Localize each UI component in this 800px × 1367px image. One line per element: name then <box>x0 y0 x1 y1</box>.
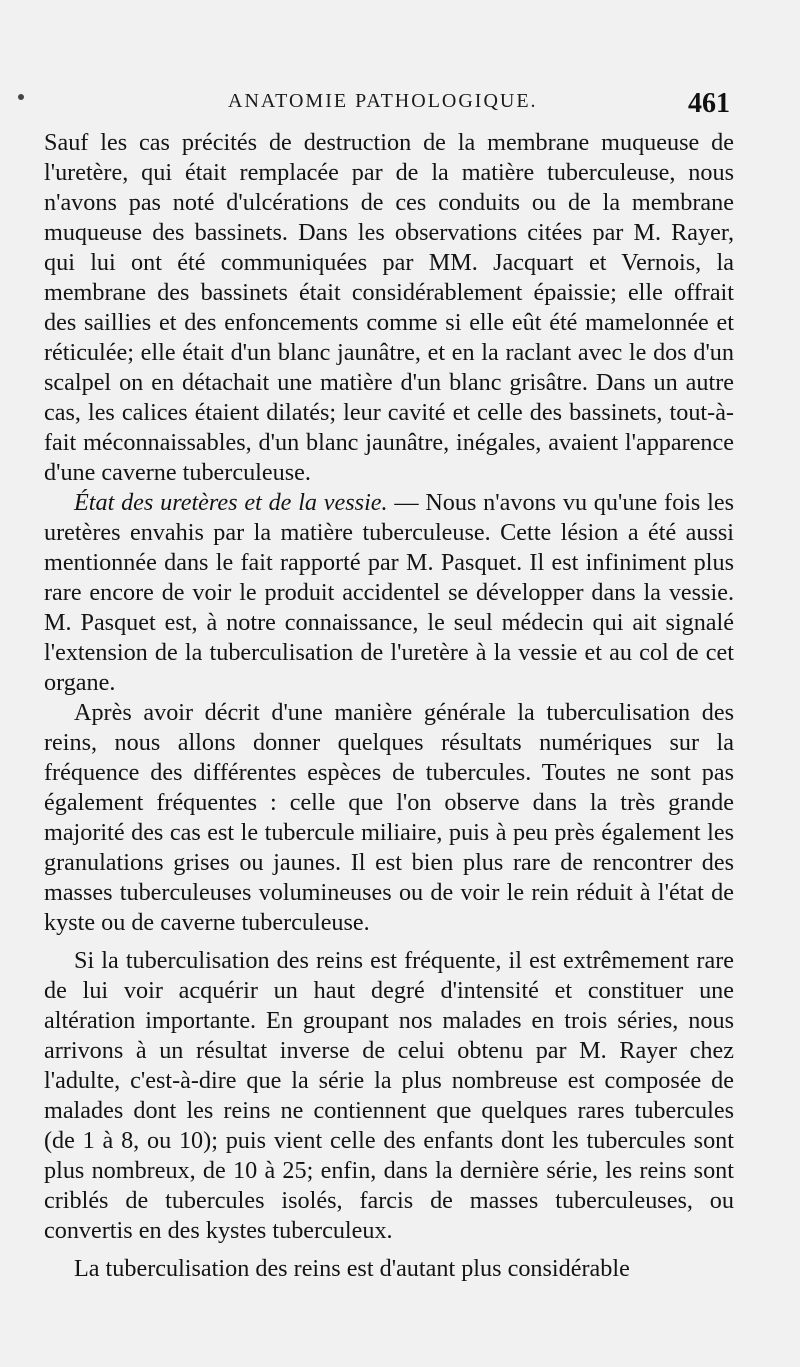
paragraph-4 <box>44 946 734 1246</box>
paragraph-text: Sauf les cas précités de destruction de la membrane muqueuse de l'uretère, qui était remplacée par de la matière tuberculeuse, nous n'avons pas noté d'ulcérations de ces conduits ou de la membrane muqueuse des bassinets. Dans les observations citées par M. Rayer, qui lui ont été communiquées par MM. Jacquart et Vernois, la membrane des bassinets était considérablement épaissie; elle offrait des saillies et des enfoncements comme si elle eût été mamelonnée et réticulée; elle était d'un blanc jaunâtre, et en la raclant avec le dos d'un scalpel on en détachait une matière d'un blanc grisâtre. Dans un autre cas, les calices étaient dilatés; leur cavité et celle des bassinets, tout-à-fait méconnaissables, d'un blanc jaunâtre, inégales, avaient l'apparence d'une caverne tuberculeuse. <box>44 129 734 486</box>
paragraph-text: — Nous n'avons vu qu'une fois les uretères envahis par la matière tuberculeuse. Cette lésion a été aussi mentionnée dans le fait rapporté par M. Pasquet. Il est infiniment plus rare encore de voir le produit accidentel se développer dans la vessie. M. Pasquet est, à notre connaissance, le seul médecin qui ait signalé l'extension de la tuberculisation de l'uretère à la vessie et au col de cet organe. <box>44 489 734 696</box>
paragraph-1 <box>44 128 734 488</box>
paragraph-text: Après avoir décrit d'une manière générale la tuberculisation des reins, nous allons donner quelques résultats numériques sur la fréquence des différentes espèces de tubercules. Toutes ne sont pas également fréquentes : celle que l'on observe dans la très grande majorité des cas est le tubercule miliaire, puis à peu près également les granulations grises ou jaunes. Il est bien plus rare de rencontrer des masses tuberculeuses volumineuses ou de voir le rein réduit à l'état de kyste ou de caverne tuberculeuse. <box>44 699 734 936</box>
body-text <box>44 128 734 1284</box>
paragraph-3 <box>44 698 734 938</box>
page-header <box>0 88 800 128</box>
paragraph-text: La tuberculisation des reins est d'autant plus considérable <box>74 1255 630 1282</box>
page-number: 461 <box>688 88 730 119</box>
section-heading: État des uretères et de la vessie. <box>74 489 388 516</box>
running-title: ANATOMIE PATHOLOGIQUE. <box>228 90 538 112</box>
paragraph-2 <box>44 488 734 698</box>
margin-mark <box>18 94 24 100</box>
paragraph-text: Si la tuberculisation des reins est fréquente, il est extrêmement rare de lui voir acquérir un haut degré d'intensité et constituer une altération importante. En groupant nos malades en trois séries, nous arrivons à un résultat inverse de celui obtenu par M. Rayer chez l'adulte, c'est-à-dire que la série la plus nombreuse est composée de malades dont les reins ne contiennent que quelques rares tubercules (de 1 à 8, ou 10); puis vient celle des enfants dont les tubercules sont plus nombreux, de 10 à 25; enfin, dans la dernière série, les reins sont criblés de tubercules isolés, farcis de masses tuberculeuses, ou convertis en des kystes tuberculeux. <box>44 947 734 1244</box>
paragraph-5 <box>44 1254 734 1284</box>
